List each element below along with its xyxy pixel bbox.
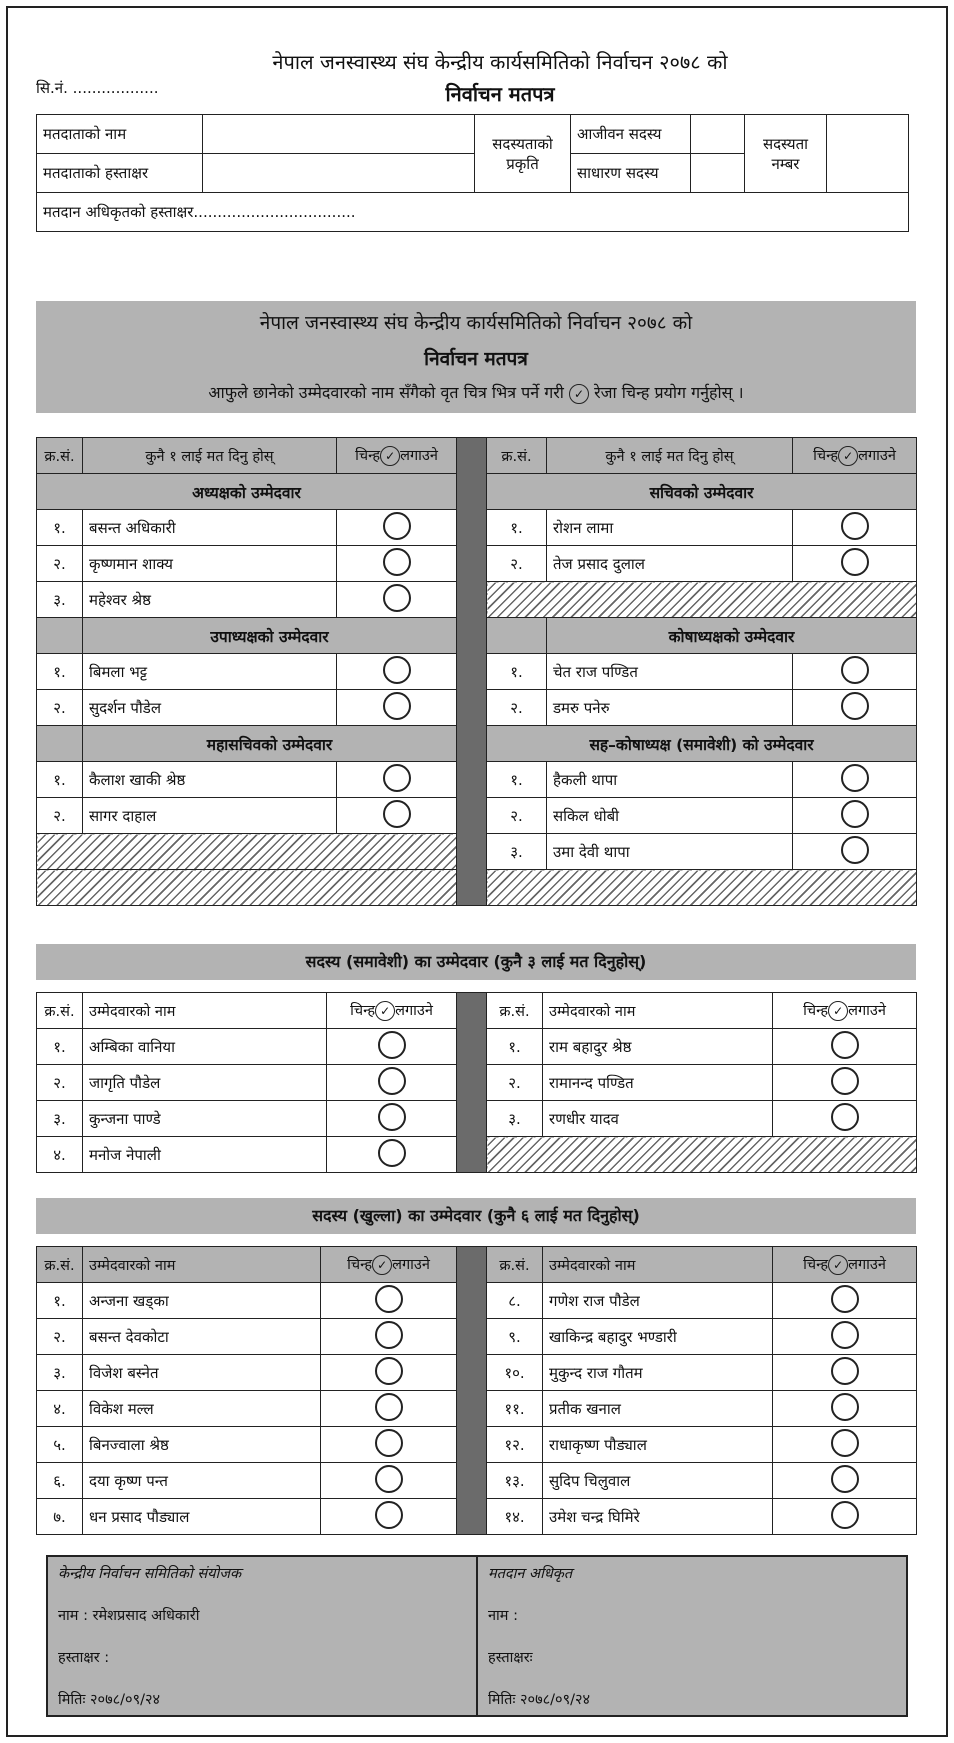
vote-cell[interactable] [773,1283,917,1319]
candidate-name-header: उम्मेदवारको नाम [83,993,327,1029]
coordinator-name: नाम : रमेशप्रसाद अधिकारी [58,1608,200,1624]
candidate-number: ३. [487,834,547,870]
vote-circle[interactable] [831,1321,859,1349]
vote-cell[interactable] [793,762,917,798]
serial-header: क्र.सं. [487,438,547,474]
general-secretary-section-title: महासचिवको उम्मेदवार [83,726,457,762]
mark-header [793,438,917,474]
banner-title: नेपाल जनस्वास्थ्य संघ केन्द्रीय कार्यसमितिको निर्वाचन २०७८ को [259,312,693,334]
candidate-number: १४. [487,1499,543,1535]
candidate-name: बसन्त देवकोटा [83,1319,321,1355]
candidate-number: १०. [487,1355,543,1391]
candidate-name-header: उम्मेदवारको नाम [543,993,773,1029]
polling-officer-signature-line: मतदान अधिकृतको हस्ताक्षर.................................. [37,193,909,232]
vote-circle[interactable] [383,764,411,792]
candidate-number: १. [37,654,83,690]
vote-circle[interactable] [383,512,411,540]
coordinator-signature: हस्ताक्षर : [58,1650,110,1666]
vote-circle[interactable] [383,656,411,684]
candidate-name: बिनज्वाला श्रेष्ठ [83,1427,321,1463]
vote-cell[interactable] [773,1391,917,1427]
vote-circle[interactable] [831,1285,859,1313]
ballot-subtitle: निर्वाचन मतपत्र [445,82,555,106]
voter-info-table [36,114,909,232]
candidate-number: ८. [487,1283,543,1319]
candidate-number: १. [487,1029,543,1065]
check-mark-icon: ✓ [828,1001,848,1021]
vote-cell[interactable] [327,1065,457,1101]
vote-circle[interactable] [831,1429,859,1457]
vote-cell[interactable] [321,1319,457,1355]
candidate-number: २. [487,798,547,834]
serial-header: क्र.सं. [487,1247,543,1283]
mark-header-text: चिन्ह [813,448,839,464]
vote-circle[interactable] [841,764,869,792]
candidate-name: विकेश मल्ल [83,1391,321,1427]
candidate-name: तेज प्रसाद दुलाल [547,546,793,582]
voter-signature-label: मतदाताको हस्ताक्षर [37,154,203,193]
voter-name-label: मतदाताको नाम [37,115,203,154]
candidate-name: दया कृष्ण पन्त [83,1463,321,1499]
candidate-number: ३. [37,1101,83,1137]
candidate-name: चेत राज पण्डित [547,654,793,690]
mark-header [773,993,917,1029]
mark-header-text-end: लगाउने [392,1257,430,1273]
hatched-empty-cell [487,582,917,618]
candidate-number: १२. [487,1427,543,1463]
mark-header-text-end: लगाउने [848,1257,886,1273]
coordinator-title: केन्द्रीय निर्वाचन समितिको संयोजक [58,1566,242,1582]
vote-circle[interactable] [831,1031,859,1059]
mark-header [327,993,457,1029]
voter-signature-field[interactable] [203,154,475,193]
polling-officer-title: मतदान अधिकृत [488,1566,573,1582]
mark-header-text: चिन्ह [803,1003,829,1019]
candidate-number: १. [37,1283,83,1319]
candidate-number: ४. [37,1137,83,1173]
vote-one-header: कुनै १ लाई मत दिनु होस् [83,438,337,474]
blank-header-cell [487,618,547,654]
general-member-label: साधारण सदस्य [571,154,691,193]
membership-number-field[interactable] [827,115,909,193]
vote-circle[interactable] [841,800,869,828]
mark-header [337,438,457,474]
candidate-name: बिमला भट्ट [83,654,337,690]
ballot-title: नेपाल जनस्वास्थ्य संघ केन्द्रीय कार्यसमितिको निर्वाचन २०७८ को [272,50,728,74]
candidate-name: मनोज नेपाली [83,1137,327,1173]
instruction-text: आफुले छानेको उम्मेदवारको नाम सँगैको वृत चित्र भित्र पर्ने गरी [208,383,564,402]
candidate-name: अन्जना खड्का [83,1283,321,1319]
vote-circle[interactable] [383,692,411,720]
check-mark-icon: ✓ [375,1001,395,1021]
candidate-number: ५. [37,1427,83,1463]
vote-cell[interactable] [337,654,457,690]
vote-circle[interactable] [375,1285,403,1313]
vote-circle[interactable] [841,836,869,864]
vote-circle[interactable] [383,548,411,576]
open-members-grid [36,1246,917,1535]
vote-cell[interactable] [773,1319,917,1355]
candidate-name: उमा देवी थापा [547,834,793,870]
candidate-name: खाकिन्द्र बहादुर भण्डारी [543,1319,773,1355]
candidate-name: विजेश बस्नेत [83,1355,321,1391]
candidate-name: धन प्रसाद पौड्याल [83,1499,321,1535]
vote-cell[interactable] [793,654,917,690]
candidate-name: जागृति पौडेल [83,1065,327,1101]
candidate-number: ३. [37,582,83,618]
candidate-name: कृष्णमान शाक्य [83,546,337,582]
vote-circle[interactable] [831,1393,859,1421]
vote-circle[interactable] [375,1429,403,1457]
check-mark-icon: ✓ [380,446,400,466]
banner-subtitle: निर्वाचन मतपत्र [424,348,528,370]
candidate-number: ६. [37,1463,83,1499]
candidate-name: सुदर्शन पौडेल [83,690,337,726]
check-mark-icon: ✓ [828,1255,848,1275]
mark-header-text: चिन्ह [803,1257,829,1273]
candidate-number: २. [487,546,547,582]
vote-cell[interactable] [773,1029,917,1065]
candidate-name: सागर दाहाल [83,798,337,834]
candidate-number: २. [37,798,83,834]
inclusive-members-grid [36,992,917,1173]
check-mark-icon: ✓ [569,384,589,404]
vice-president-section-title: उपाध्यक्षको उम्मेदवार [83,618,457,654]
mark-header-text-end: लगाउने [395,1003,433,1019]
candidate-name: रोशन लामा [547,510,793,546]
candidate-number: २. [37,1319,83,1355]
check-mark-icon: ✓ [838,446,858,466]
vote-cell[interactable] [773,1499,917,1535]
candidate-number: २. [487,1065,543,1101]
polling-officer-date: मितिः २०७८/०९/२४ [488,1692,591,1708]
column-divider [457,993,487,1173]
column-divider [457,1247,487,1535]
vote-circle[interactable] [378,1031,406,1059]
candidate-name: मुकुन्द राज गौतम [543,1355,773,1391]
vote-circle[interactable] [841,512,869,540]
vote-cell[interactable] [321,1499,457,1535]
vote-circle[interactable] [841,656,869,684]
candidate-number: ११. [487,1391,543,1427]
vote-cell[interactable] [327,1137,457,1173]
mark-header [321,1247,457,1283]
candidate-name: राधाकृष्ण पौड्याल [543,1427,773,1463]
candidate-name: अम्बिका वानिया [83,1029,327,1065]
vote-cell[interactable] [773,1355,917,1391]
candidate-number: १. [37,762,83,798]
vote-cell[interactable] [337,798,457,834]
vote-cell[interactable] [321,1463,457,1499]
polling-officer-name: नाम : [488,1608,518,1624]
candidate-number: ३. [487,1101,543,1137]
co-treasurer-section-title: सह–कोषाध्यक्ष (समावेशी) को उम्मेदवार [487,726,917,762]
vote-cell[interactable] [321,1427,457,1463]
serial-header: क्र.सं. [37,438,83,474]
membership-number-label: सदस्यता नम्बर [745,115,827,193]
candidate-name: गणेश राज पौडेल [543,1283,773,1319]
vote-cell[interactable] [327,1029,457,1065]
serial-number-label: सि.नं. .................. [36,79,159,97]
candidate-name-header: उम्मेदवारको नाम [543,1247,773,1283]
voter-name-field[interactable] [203,115,475,154]
candidate-number: १. [487,510,547,546]
check-mark-icon: ✓ [372,1255,392,1275]
vote-circle[interactable] [375,1393,403,1421]
vote-cell[interactable] [793,510,917,546]
candidate-number: ३. [37,1355,83,1391]
vote-cell[interactable] [793,690,917,726]
vote-circle[interactable] [831,1357,859,1385]
blank-header-cell [37,726,83,762]
vote-cell[interactable] [321,1283,457,1319]
vote-cell[interactable] [773,1101,917,1137]
serial-header: क्र.सं. [37,1247,83,1283]
vote-circle[interactable] [378,1139,406,1167]
mark-header-text-end: लगाउने [400,448,438,464]
candidate-name: सकिल धोबी [547,798,793,834]
lifetime-member-box[interactable] [691,115,745,154]
mark-header-text: चिन्ह [347,1257,373,1273]
serial-header: क्र.सं. [487,993,543,1029]
candidate-number: ९. [487,1319,543,1355]
polling-officer-signature: हस्ताक्षरः [488,1650,533,1666]
vote-cell[interactable] [337,510,457,546]
vote-circle[interactable] [375,1465,403,1493]
coordinator-block [47,1556,477,1716]
mark-header-text: चिन्ह [355,448,381,464]
candidate-name: रामानन्द पण्डित [543,1065,773,1101]
banner-instruction [36,381,916,404]
mark-header-text-end: लगाउने [858,448,896,464]
ballot-banner [36,301,916,413]
candidate-name: महेश्वर श्रेष्ठ [83,582,337,618]
vote-cell[interactable] [337,762,457,798]
candidate-name: बसन्त अधिकारी [83,510,337,546]
hatched-empty-cell [487,1137,917,1173]
instruction-text-end: रेजा चिन्ह प्रयोग गर्नुहोस् । [594,383,744,402]
vote-cell[interactable] [793,546,917,582]
candidate-name: हैकली थापा [547,762,793,798]
vote-circle[interactable] [375,1357,403,1385]
candidate-number: १. [37,1029,83,1065]
lifetime-member-label: आजीवन सदस्य [571,115,691,154]
president-section-title: अध्यक्षको उम्मेदवार [37,474,457,510]
coordinator-date: मितिः २०७८/०९/२४ [58,1692,161,1708]
vote-cell[interactable] [793,834,917,870]
vote-circle[interactable] [831,1067,859,1095]
candidate-name: कुन्जना पाण्डे [83,1101,327,1137]
vote-cell[interactable] [773,1427,917,1463]
vote-circle[interactable] [375,1501,403,1529]
vote-cell[interactable] [327,1101,457,1137]
serial-header: क्र.सं. [37,993,83,1029]
candidate-name: कैलाश खाकी श्रेष्ठ [83,762,337,798]
mark-header [773,1247,917,1283]
vote-circle[interactable] [841,548,869,576]
candidate-name: सुदिप चिलुवाल [543,1463,773,1499]
vote-cell[interactable] [773,1463,917,1499]
inclusive-members-title: सदस्य (समावेशी) का उम्मेदवार (कुनै ३ लाई मत दिनुहोस्) [36,944,916,980]
candidate-name: डमरु पनेरु [547,690,793,726]
vote-cell[interactable] [773,1065,917,1101]
candidate-number: १३. [487,1463,543,1499]
blank-header-cell [37,618,83,654]
vote-circle[interactable] [378,1067,406,1095]
vote-circle[interactable] [378,1103,406,1131]
candidate-number: १. [487,762,547,798]
candidate-number: १. [37,510,83,546]
candidate-name-header: उम्मेदवारको नाम [83,1247,321,1283]
candidate-name: राम बहादुर श्रेष्ठ [543,1029,773,1065]
vote-one-header: कुनै १ लाई मत दिनु होस् [547,438,793,474]
general-member-box[interactable] [691,154,745,193]
vote-cell[interactable] [337,582,457,618]
vote-cell[interactable] [321,1391,457,1427]
vote-circle[interactable] [383,584,411,612]
vote-circle[interactable] [831,1465,859,1493]
candidate-number: ४. [37,1391,83,1427]
candidate-name: रणधीर यादव [543,1101,773,1137]
vote-circle[interactable] [841,692,869,720]
candidate-number: १. [487,654,547,690]
open-members-title: सदस्य (खुल्ला) का उम्मेदवार (कुनै ६ लाई मत दिनुहोस्) [36,1198,916,1234]
secretary-section-title: सचिवको उम्मेदवार [487,474,917,510]
candidate-number: ७. [37,1499,83,1535]
candidate-number: २. [487,690,547,726]
vote-cell[interactable] [337,546,457,582]
candidate-number: २. [37,1065,83,1101]
candidate-name: उमेश चन्द्र घिमिरे [543,1499,773,1535]
mark-header-text: चिन्ह [350,1003,376,1019]
vote-cell[interactable] [793,798,917,834]
hatched-empty-cell [37,870,457,906]
signature-footer [46,1555,908,1717]
vote-circle[interactable] [831,1501,859,1529]
mark-header-text-end: लगाउने [848,1003,886,1019]
polling-officer-block [477,1556,907,1716]
candidate-number: २. [37,690,83,726]
vote-cell[interactable] [337,690,457,726]
candidate-name: प्रतीक खनाल [543,1391,773,1427]
vote-circle[interactable] [831,1103,859,1131]
hatched-empty-cell [487,870,917,906]
column-divider [457,438,487,906]
candidate-number: २. [37,546,83,582]
hatched-empty-cell [37,834,457,870]
officials-grid [36,437,917,906]
membership-type-label: सदस्यताको प्रकृति [475,115,571,193]
treasurer-section-title: कोषाध्यक्षको उम्मेदवार [547,618,917,654]
vote-cell[interactable] [321,1355,457,1391]
vote-circle[interactable] [383,800,411,828]
vote-circle[interactable] [375,1321,403,1349]
